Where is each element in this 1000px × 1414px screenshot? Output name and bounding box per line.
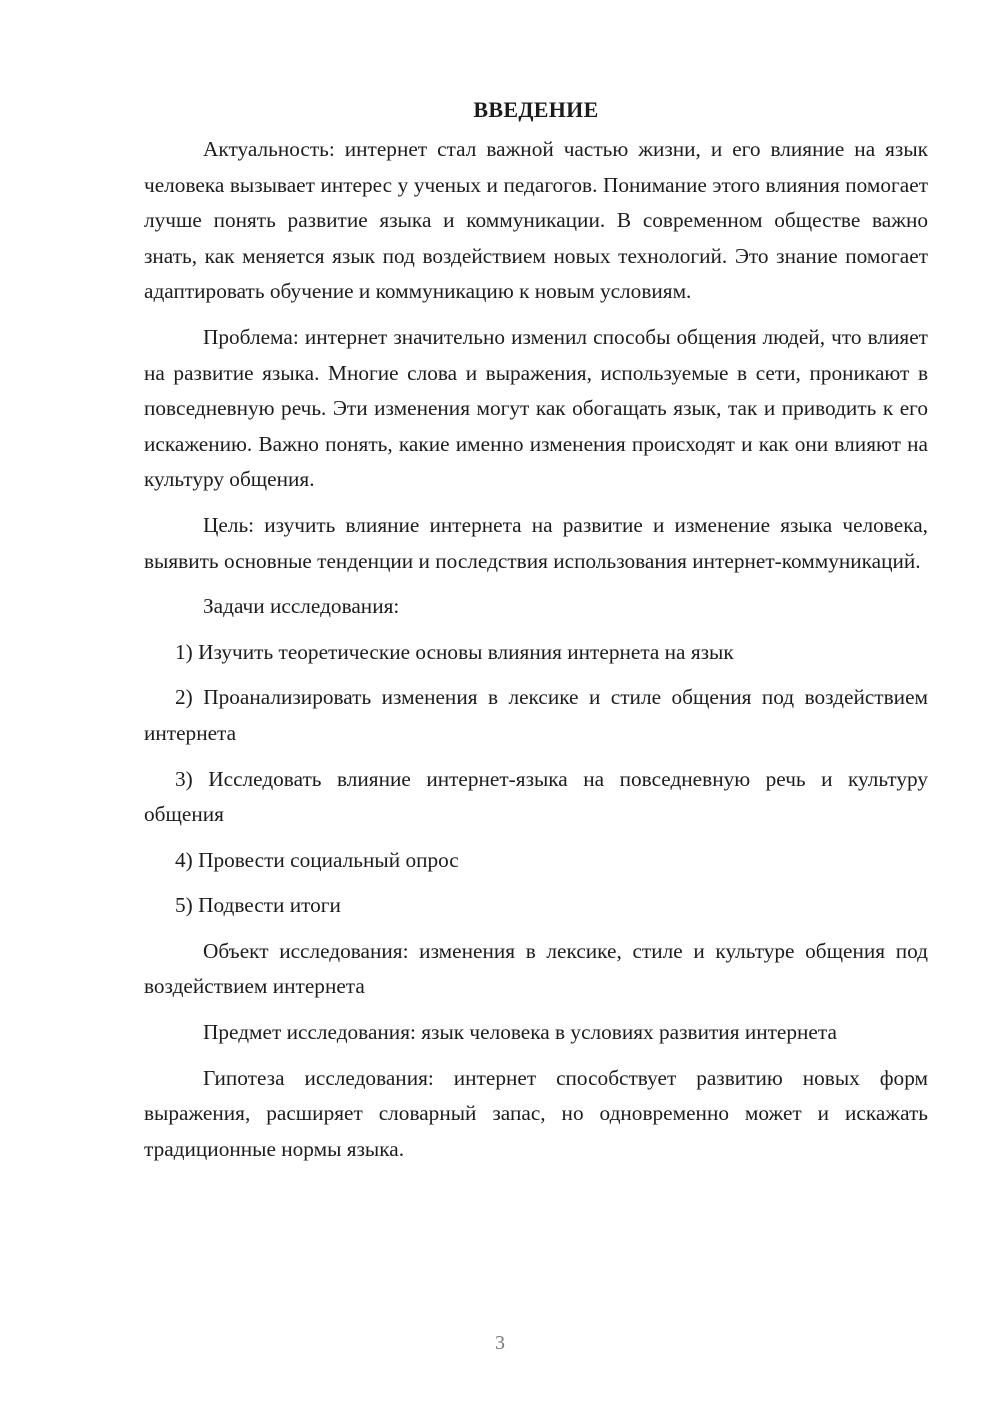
problem-paragraph: Проблема: интернет значительно изменил способы общения людей, что влияет на развитие языка. Многие слова и выражения, используемые в сети, проникают в повседневную речь. Эти изменения могут как обогащать язык, так и приводить к его искажению. Важно понять, какие именно изменения происходят и как они влияют на культуру общения. <box>144 324 928 492</box>
object-paragraph: Объект исследования: изменения в лексике, стиле и культуре общения под воздействием интернета <box>144 938 928 999</box>
document-body <box>144 92 928 1177</box>
relevance-paragraph: Актуальность: интернет стал важной частью жизни, и его влияние на язык человека вызывает интерес у ученых и педагогов. Понимание этого влияния помогает лучше понять развитие языка и коммуникации. В современном обществе важно знать, как меняется язык под воздействием новых технологий. Это знание помогает адаптировать обучение и коммуникацию к новым условиям. <box>144 137 928 304</box>
task-item-4: 4) Провести социальный опрос <box>175 847 459 872</box>
task-item-3: 3) Исследовать влияние интернет-языка на повседневную речь и культуру общения <box>144 766 928 827</box>
page-title: ВВЕДЕНИЕ <box>473 97 599 122</box>
goal-paragraph: Цель: изучить влияние интернета на развитие и изменение языка человека, выявить основные тенденции и последствия использования интернет-коммуникаций. <box>144 512 928 573</box>
tasks-heading: Задачи исследования: <box>203 594 400 619</box>
subject-paragraph: Предмет исследования: язык человека в условиях развития интернета <box>203 1020 837 1045</box>
task-item-2: 2) Проанализировать изменения в лексике и стиле общения под воздействием интернета <box>144 685 928 745</box>
task-item-1: 1) Изучить теоретические основы влияния интернета на язык <box>175 639 734 664</box>
task-item-5: 5) Подвести итоги <box>175 893 341 918</box>
page-number: 3 <box>495 1332 505 1354</box>
hypothesis-paragraph: Гипотеза исследования: интернет способствует развитию новых форм выражения, расширяет словарный запас, но одновременно может и искажать традиционные нормы языка. <box>144 1065 928 1161</box>
